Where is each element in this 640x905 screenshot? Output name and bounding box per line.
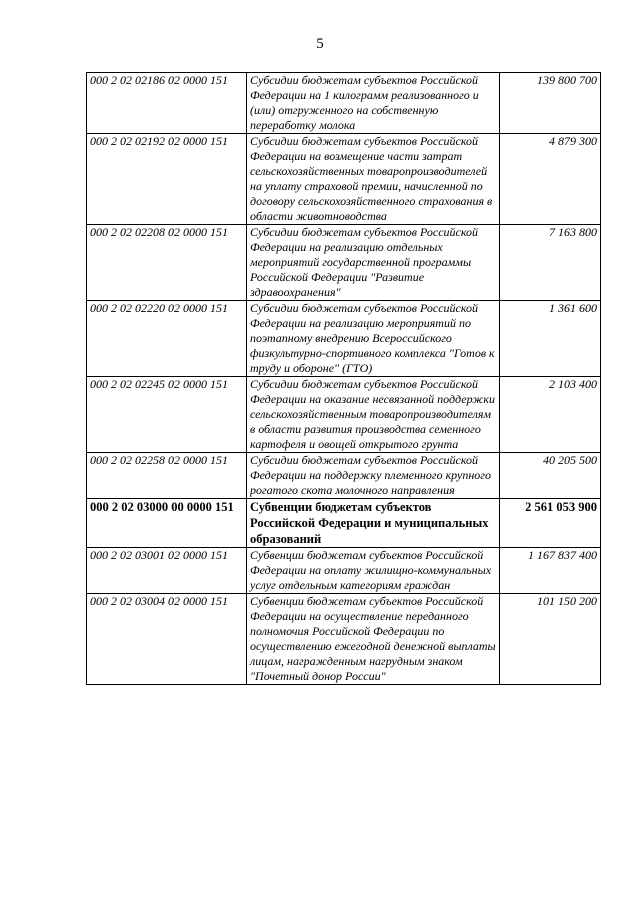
budget-code-cell: 000 2 02 02220 02 0000 151 [87,301,247,377]
budget-code-cell: 000 2 02 02258 02 0000 151 [87,453,247,499]
page-number: 5 [316,36,324,52]
table-row [87,377,601,453]
table-row-subtotal [87,499,601,548]
budget-code-cell: 000 2 02 03004 02 0000 151 [87,594,247,685]
table-row [87,73,601,134]
amount-cell: 1 167 837 400 [500,548,601,594]
table-row [87,301,601,377]
description-cell: Субсидии бюджетам субъектов Российской Федерации на реализацию мероприятий по поэтапному внедрению Всероссийского физкультурно-спортивного комплекса "Готов к труду и обороне" (ГТО) [247,301,500,377]
description-cell: Субвенции бюджетам субъектов Российской Федерации на оплату жилищно-коммунальных услуг отдельным категориям граждан [247,548,500,594]
budget-code-cell: 000 2 02 03001 02 0000 151 [87,548,247,594]
table-row [87,594,601,685]
description-cell: Субвенции бюджетам субъектов Российской Федерации и муниципальных образований [247,499,500,548]
amount-cell: 101 150 200 [500,594,601,685]
amount-cell: 139 800 700 [500,73,601,134]
budget-revenue-table [86,72,601,685]
budget-code-cell: 000 2 02 02192 02 0000 151 [87,134,247,225]
description-cell: Субсидии бюджетам субъектов Российской Федерации на возмещение части затрат сельскохозяйственных товаропроизводителей на уплату страховой премии, начисленной по договору сельскохозяйственного страхования в области животноводства [247,134,500,225]
table-row [87,134,601,225]
budget-code-cell: 000 2 02 03000 00 0000 151 [87,499,247,548]
amount-cell: 2 103 400 [500,377,601,453]
description-cell: Субсидии бюджетам субъектов Российской Федерации на реализацию отдельных мероприятий государственной программы Российской Федерации "Развитие здравоохранения" [247,225,500,301]
budget-code-cell: 000 2 02 02186 02 0000 151 [87,73,247,134]
amount-cell: 2 561 053 900 [500,499,601,548]
budget-code-cell: 000 2 02 02208 02 0000 151 [87,225,247,301]
description-cell: Субсидии бюджетам субъектов Российской Федерации на поддержку племенного крупного рогатого скота молочного направления [247,453,500,499]
description-cell: Субсидии бюджетам субъектов Российской Федерации на 1 килограмм реализованного и (или) отгруженного на собственную переработку молока [247,73,500,134]
table-row [87,225,601,301]
amount-cell: 1 361 600 [500,301,601,377]
amount-cell: 40 205 500 [500,453,601,499]
table-row [87,453,601,499]
description-cell: Субсидии бюджетам субъектов Российской Федерации на оказание несвязанной поддержки сельскохозяйственным товаропроизводителям в области развития производства семенного картофеля и овощей открытого грунта [247,377,500,453]
budget-code-cell: 000 2 02 02245 02 0000 151 [87,377,247,453]
amount-cell: 7 163 800 [500,225,601,301]
description-cell: Субвенции бюджетам субъектов Российской Федерации на осуществление переданного полномочия Российской Федерации по осуществлению ежегодной денежной выплаты лицам, награжденным нагрудным знаком "Почетный донор России" [247,594,500,685]
table-row [87,548,601,594]
amount-cell: 4 879 300 [500,134,601,225]
